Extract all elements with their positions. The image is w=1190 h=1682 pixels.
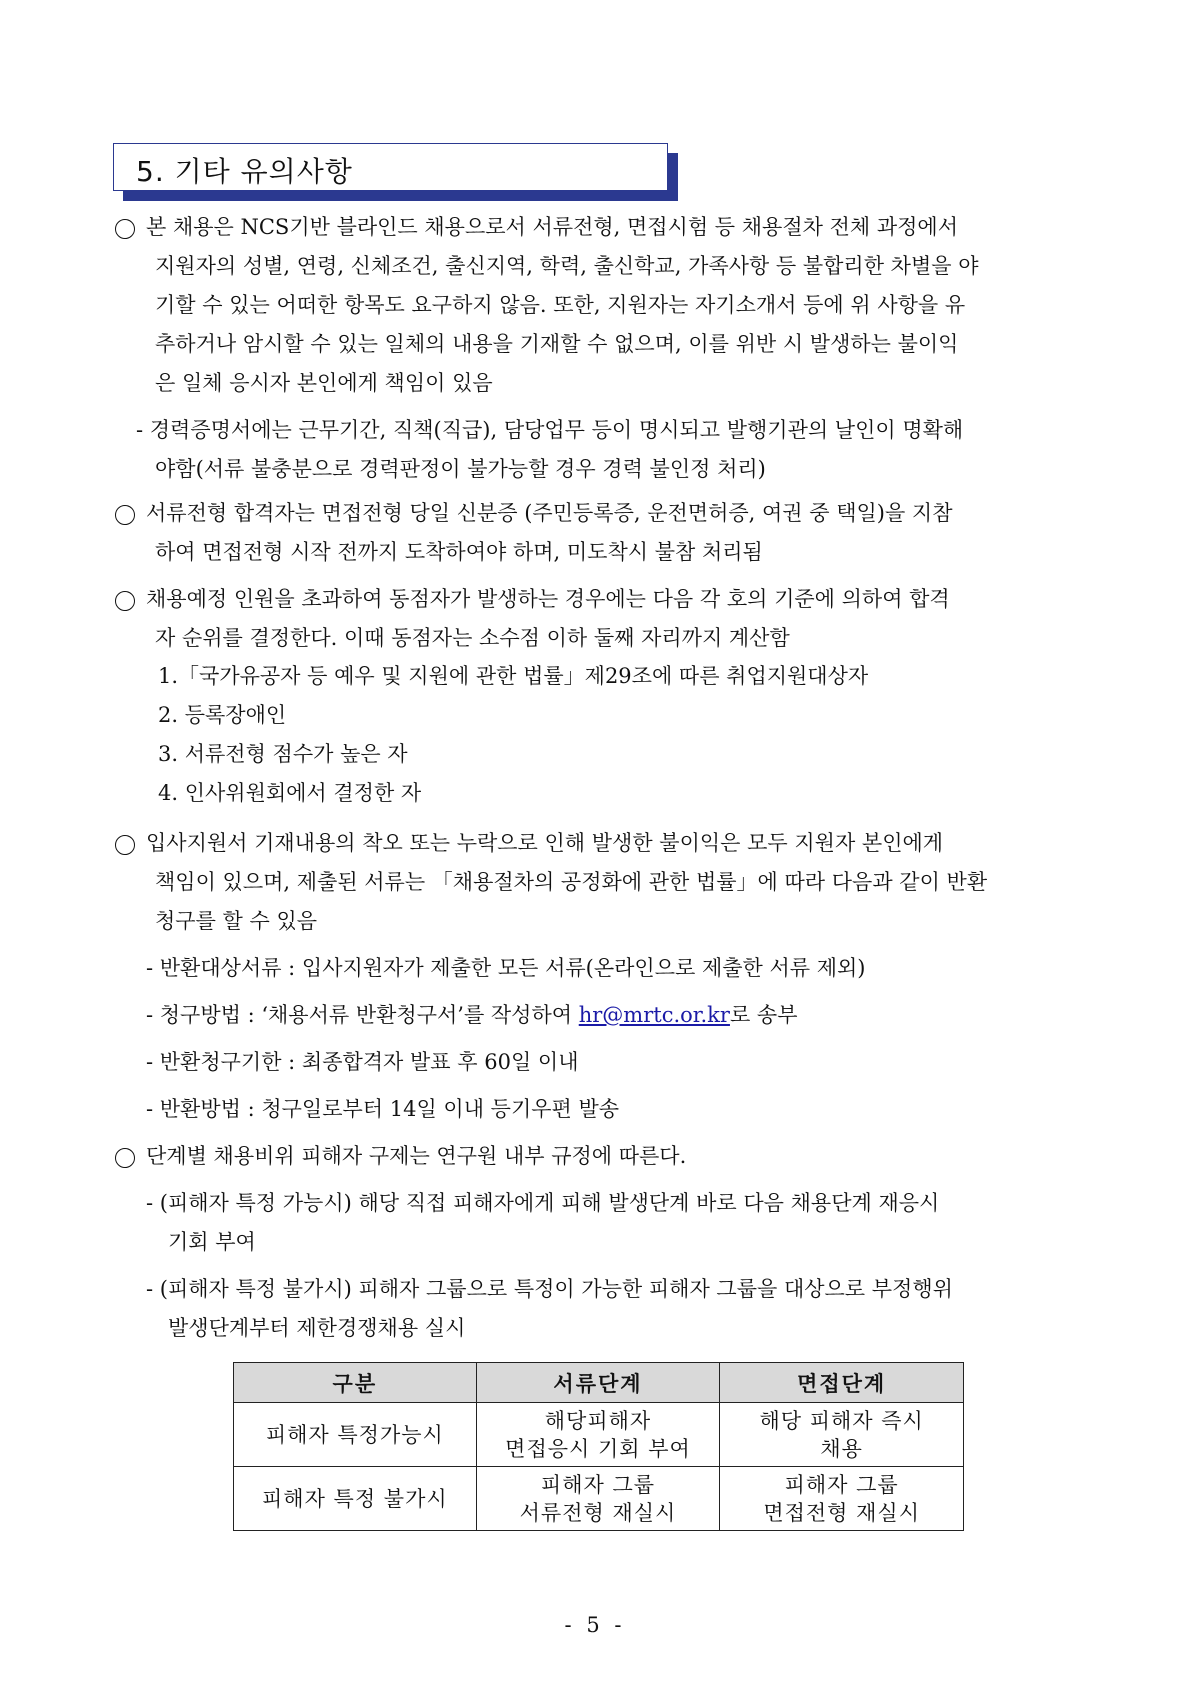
cell-line: 해당피해자 [544,1408,652,1433]
numbered-item: 1.「국가유공자 등 예우 및 지원에 관한 법률」제29조에 따른 취업지원대상자 [158,664,869,688]
table-cell [476,1403,720,1467]
paragraph-line: 단계별 채용비위 피해자 구제는 연구원 내부 규정에 따른다. [146,1144,687,1168]
dash-item-line: 야함(서류 불충분으로 경력판정이 불가능할 경우 경력 불인정 처리) [155,457,766,481]
table-cell [476,1467,720,1531]
table-cell: 피해자 특정가능시 [234,1403,477,1467]
paragraph-line: 자 순위를 결정한다. 이때 동점자는 소수점 이하 둘째 자리까지 계산함 [155,626,790,650]
numbered-item: 3. 서류전형 점수가 높은 자 [158,742,408,766]
table-cell [720,1403,964,1467]
page-number: - 5 - [564,1613,626,1637]
bullet-circle-icon [115,1148,135,1168]
table-header-cell: 서류단계 [476,1363,720,1403]
table-cell: 피해자 특정 불가시 [234,1467,477,1531]
cell-line: 피해자 그룹 [540,1472,656,1497]
section-header [113,143,668,191]
cell-line: 면접응시 기회 부여 [505,1436,691,1461]
dash-item-text: - 청구방법 : ‘채용서류 반환청구서’를 작성하여 [146,1003,579,1027]
paragraph-line: 입사지원서 기재내용의 착오 또는 누락으로 인해 발생한 불이익은 모두 지원자 본인에게 [146,831,944,855]
numbered-item: 4. 인사위원회에서 결정한 자 [158,781,422,805]
dash-item-line: - (피해자 특정 불가시) 피해자 그룹으로 특정이 가능한 피해자 그룹을 대상으로 부정행위 [146,1277,953,1301]
dash-item-text: 로 송부 [729,1003,798,1027]
paragraph-line: 책임이 있으며, 제출된 서류는 「채용절차의 공정화에 관한 법률」에 따라 다음과 같이 반환 [155,870,988,894]
bullet-circle-icon [115,835,135,855]
paragraph-line: 기할 수 있는 어떠한 항목도 요구하지 않음. 또한, 지원자는 자기소개서 등에 위 사항을 유 [155,293,966,317]
dash-item-line: - 반환청구기한 : 최종합격자 발표 후 60일 이내 [146,1050,579,1074]
dash-item-line: 기회 부여 [168,1230,256,1254]
table-cell [720,1467,964,1531]
paragraph-line: 은 일체 응시자 본인에게 책임이 있음 [155,371,493,395]
dash-item-line: 발생단계부터 제한경쟁채용 실시 [168,1316,466,1340]
dash-item-line: - 반환방법 : 청구일로부터 14일 이내 등기우편 발송 [146,1097,620,1121]
cell-line: 면접전형 재실시 [763,1500,920,1525]
table-row [234,1467,964,1531]
dash-item-line [146,1001,798,1029]
paragraph-line: 채용예정 인원을 초과하여 동점자가 발생하는 경우에는 다음 각 호의 기준에 의하여 합격 [146,587,950,611]
paragraph-line: 본 채용은 NCS기반 블라인드 채용으로서 서류전형, 면접시험 등 채용절차 전체 과정에서 [146,215,958,239]
table-header-cell: 면접단계 [720,1363,964,1403]
table-header-row [234,1363,964,1403]
paragraph-line: 하여 면접전형 시작 전까지 도착하여야 하며, 미도착시 불참 처리됨 [155,540,763,564]
paragraph-line: 서류전형 합격자는 면접전형 당일 신분증 (주민등록증, 운전면허증, 여권 중 택일)을 지참 [146,501,953,525]
cell-line: 채용 [820,1436,863,1461]
dash-item-line: - 반환대상서류 : 입사지원자가 제출한 모든 서류(온라인으로 제출한 서류 제외) [146,956,866,980]
section-title: 5. 기타 유의사항 [136,155,353,188]
victim-relief-table [233,1362,964,1531]
numbered-item: 2. 등록장애인 [158,703,287,727]
paragraph-line: 청구를 할 수 있음 [155,909,318,933]
dash-item-line: - 경력증명서에는 근무기간, 직책(직급), 담당업무 등이 명시되고 발행기관의 날인이 명확해 [136,418,964,442]
bullet-circle-icon [115,591,135,611]
cell-line: 서류전형 재실시 [519,1500,677,1525]
bullet-circle-icon [115,505,135,525]
email-link[interactable]: hr@mrtc.or.kr [578,1003,730,1027]
table-row [234,1403,964,1467]
dash-item-line: - (피해자 특정 가능시) 해당 직접 피해자에게 피해 발생단계 바로 다음 채용단계 재응시 [146,1191,940,1215]
cell-line: 해당 피해자 즉시 [759,1408,924,1433]
paragraph-line: 지원자의 성별, 연령, 신체조건, 출신지역, 학력, 출신학교, 가족사항 등 불합리한 차별을 야 [155,254,979,278]
section-header-box [113,143,668,191]
table-header-cell: 구분 [234,1363,477,1403]
cell-line: 피해자 그룹 [784,1472,899,1497]
paragraph-line: 추하거나 암시할 수 있는 일체의 내용을 기재할 수 없으며, 이를 위반 시 발생하는 불이익 [155,332,959,356]
bullet-circle-icon [115,219,135,239]
